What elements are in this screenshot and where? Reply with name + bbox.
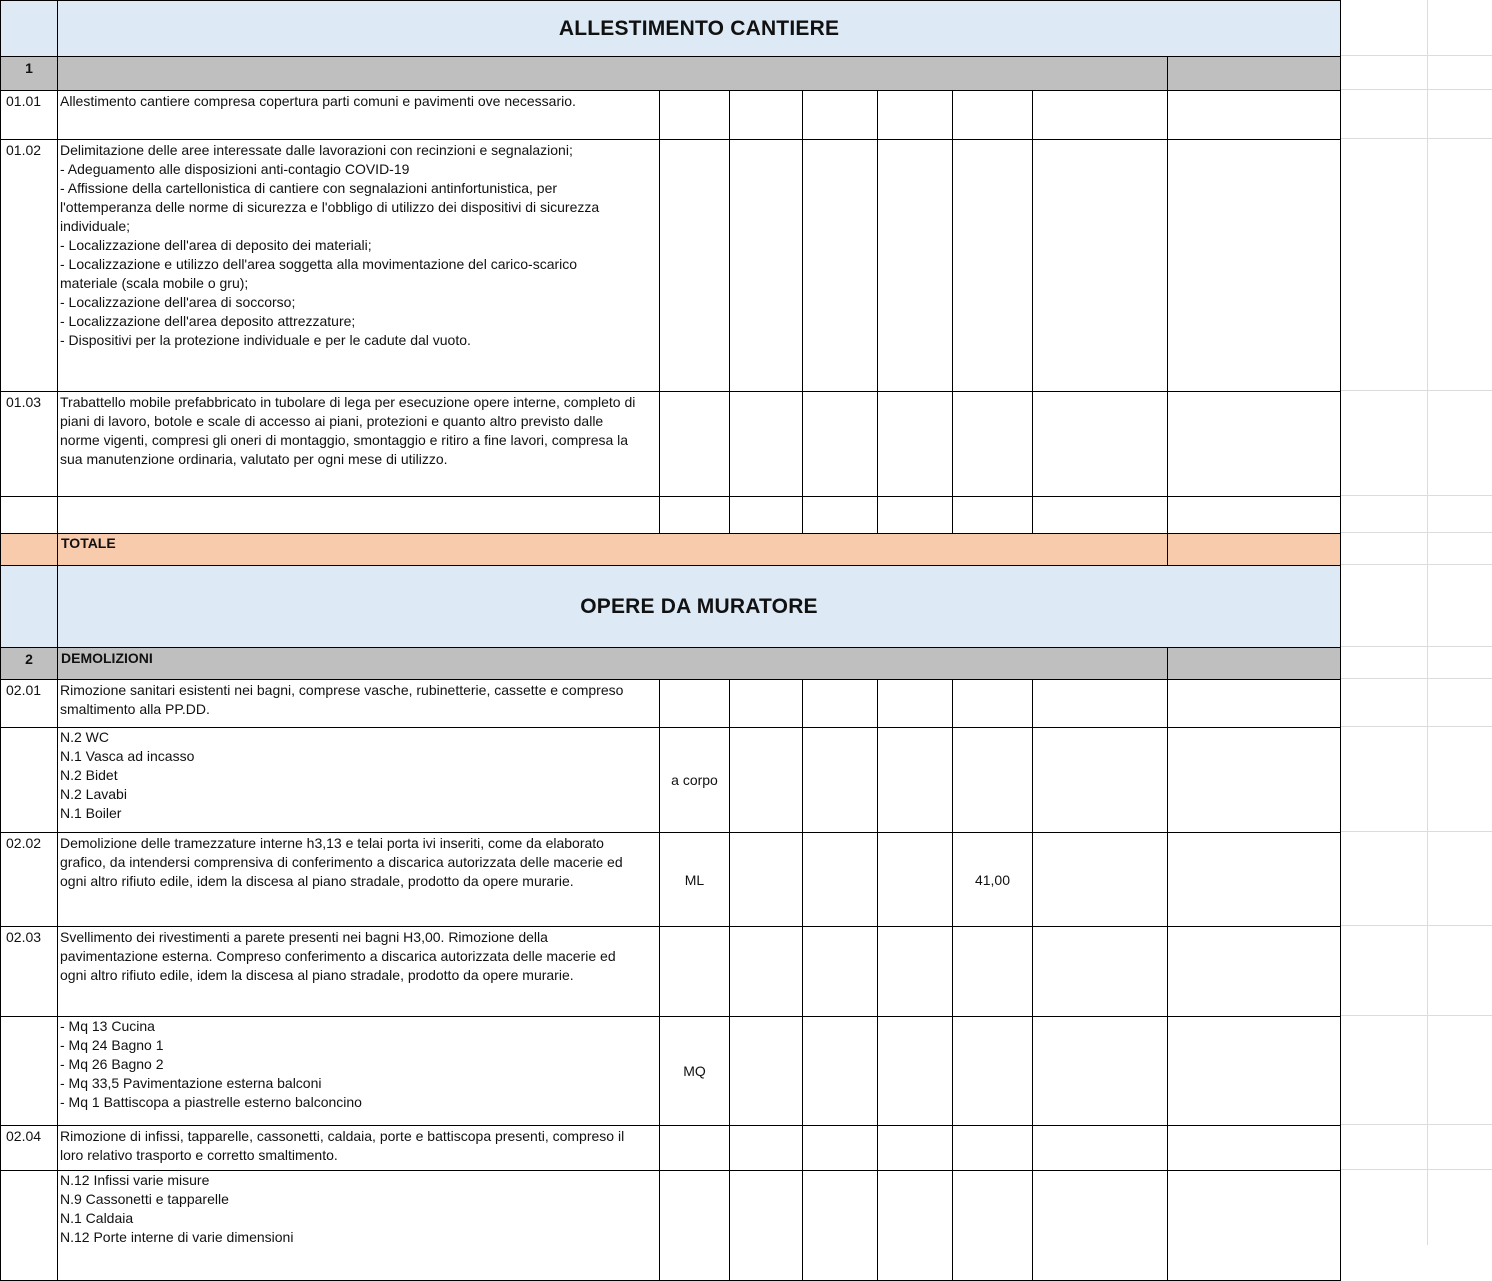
col-cell[interactable] — [803, 833, 878, 927]
item-description[interactable] — [58, 497, 660, 534]
total-amount-cell[interactable] — [1168, 534, 1341, 566]
col-cell[interactable] — [878, 1126, 953, 1171]
header-index-cell[interactable] — [0, 566, 58, 648]
col-cell[interactable] — [803, 140, 878, 392]
item-code[interactable]: 02.01 — [0, 680, 58, 728]
col-cell[interactable] — [730, 1017, 803, 1126]
table-row — [0, 1017, 1341, 1126]
amount-cell[interactable] — [1168, 680, 1341, 728]
unit-cell[interactable]: ML — [660, 833, 730, 927]
item-code[interactable]: 02.04 — [0, 1126, 58, 1171]
col-cell[interactable] — [730, 1126, 803, 1171]
col-cell[interactable] — [730, 833, 803, 927]
col-cell[interactable] — [730, 392, 803, 497]
amount-cell[interactable] — [1168, 140, 1341, 392]
unit-cell[interactable] — [660, 392, 730, 497]
item-description[interactable]: - Mq 13 Cucina - Mq 24 Bagno 1 - Mq 26 Bagno 2 - Mq 33,5 Pavimentazione esterna balconi - Mq 1 Battiscopa a piastrelle esterno balconcino — [58, 1017, 660, 1126]
col-cell[interactable] — [730, 91, 803, 140]
amount-cell[interactable] — [1168, 91, 1341, 140]
col-cell[interactable] — [878, 1017, 953, 1126]
item-description[interactable]: Rimozione sanitari esistenti nei bagni, comprese vasche, rubinetterie, cassette e compreso smaltimento alla PP.DD. — [58, 680, 660, 728]
unit-cell[interactable] — [660, 91, 730, 140]
price-cell[interactable] — [1033, 1017, 1168, 1126]
quantity-cell[interactable] — [953, 680, 1033, 728]
total-index-cell[interactable] — [0, 534, 58, 566]
col-cell[interactable] — [878, 91, 953, 140]
col-cell[interactable] — [878, 680, 953, 728]
table-row — [0, 927, 1341, 1017]
category-number[interactable]: 1 — [0, 57, 58, 91]
col-cell[interactable] — [878, 833, 953, 927]
item-description[interactable]: N.2 WC N.1 Vasca ad incasso N.2 Bidet N.2 Lavabi N.1 Boiler — [58, 728, 660, 833]
quantity-cell[interactable] — [953, 91, 1033, 140]
item-code[interactable] — [0, 1171, 58, 1281]
table-row — [0, 497, 1341, 534]
quantity-cell[interactable] — [953, 1171, 1033, 1281]
col-cell[interactable] — [803, 728, 878, 833]
price-cell[interactable] — [1033, 1171, 1168, 1281]
col-cell[interactable] — [730, 728, 803, 833]
item-code[interactable] — [0, 728, 58, 833]
table-row — [0, 833, 1341, 927]
unit-cell[interactable]: MQ — [660, 1017, 730, 1126]
empty-grid-area — [1341, 0, 1492, 1245]
quantity-cell[interactable] — [953, 927, 1033, 1017]
amount-cell[interactable] — [1168, 392, 1341, 497]
price-cell[interactable] — [1033, 140, 1168, 392]
quantity-cell[interactable] — [953, 728, 1033, 833]
quantity-cell[interactable] — [953, 140, 1033, 392]
col-cell[interactable] — [730, 140, 803, 392]
item-description[interactable]: Svellimento dei rivestimenti a parete presenti nei bagni H3,00. Rimozione della pavimentazione esterna. Compreso conferimento a discarica autorizzata delle macerie ed ogni altro rifiuto edile, idem la discesa al piano stradale, prodotto da opere murarie. — [58, 927, 660, 1017]
col-cell[interactable] — [878, 1171, 953, 1281]
amount-cell[interactable] — [1168, 1171, 1341, 1281]
price-cell[interactable] — [1033, 680, 1168, 728]
item-code[interactable]: 01.03 — [0, 392, 58, 497]
table-row — [0, 91, 1341, 140]
col-cell[interactable] — [803, 680, 878, 728]
category-label[interactable] — [58, 57, 1168, 91]
col-cell[interactable] — [878, 392, 953, 497]
quantity-cell[interactable] — [953, 1017, 1033, 1126]
col-cell[interactable] — [803, 392, 878, 497]
col-cell[interactable] — [803, 1171, 878, 1281]
price-cell[interactable] — [1033, 392, 1168, 497]
item-code[interactable] — [0, 497, 58, 534]
col-cell[interactable] — [730, 680, 803, 728]
item-code[interactable]: 01.02 — [0, 140, 58, 392]
header-index-cell[interactable] — [0, 1, 58, 57]
total-label[interactable]: TOTALE — [58, 534, 1168, 566]
table-row — [0, 1171, 1341, 1281]
col-cell[interactable] — [730, 497, 803, 534]
quantity-cell[interactable] — [953, 392, 1033, 497]
price-cell[interactable] — [1033, 728, 1168, 833]
item-description[interactable]: Demolizione delle tramezzature interne h3,13 e telai porta ivi inseriti, come da elaborato grafico, da intendersi comprensiva di conferimento a discarica autorizzata delle macerie ed ogni altro rifiuto edile, idem la discesa al piano stradale, prodotto da opere murarie. — [58, 833, 660, 927]
amount-cell[interactable] — [1168, 1126, 1341, 1171]
amount-cell[interactable] — [1168, 1017, 1341, 1126]
item-description[interactable]: Trabattello mobile prefabbricato in tubolare di lega per esecuzione opere interne, completo di piani di lavoro, botole e scale di accesso ai piani, protezioni e quanto altro previsto dalle norme vigenti, compresi gli oneri di montaggio, smontaggio e ritiro a fine lavori, compresa la sua manutenzione ordinaria, valutato per ogni mese di utilizzo. — [58, 392, 660, 497]
category-total-cell[interactable] — [1168, 57, 1341, 91]
quantity-cell[interactable] — [953, 1126, 1033, 1171]
total-row — [0, 534, 1341, 566]
table-row — [0, 728, 1341, 833]
unit-cell[interactable] — [660, 927, 730, 1017]
quantity-cell[interactable]: 41,00 — [953, 833, 1033, 927]
item-description[interactable]: Delimitazione delle aree interessate dalle lavorazioni con recinzioni e segnalazioni; - Adeguamento alle disposizioni anti-contagio COVID-19 - Affissione della cartellonistica di cantiere con segnalazioni antinfortunistica, per l'ottemperanza delle norme di sicurezza e l'obbligo di utilizzo dei dispositivi di sicurezza individuale; - Localizzazione dell'area di deposito dei materiali; - Localizzazione e utilizzo dell'area soggetta alla movimentazione del carico-scarico materiale (scala mobile o gru); - Localizzazione dell'area di soccorso; - Localizzazione dell'area deposito attrezzature; - Dispositivi per la protezione individuale e per le cadute dal vuoto. — [58, 140, 660, 392]
category-row — [0, 648, 1341, 680]
price-cell[interactable] — [1033, 497, 1168, 534]
category-row — [0, 57, 1341, 91]
section-title[interactable]: OPERE DA MURATORE — [58, 566, 1341, 648]
col-cell[interactable] — [803, 927, 878, 1017]
col-cell[interactable] — [878, 728, 953, 833]
amount-cell[interactable] — [1168, 833, 1341, 927]
item-code[interactable]: 01.01 — [0, 91, 58, 140]
section-header-row — [0, 1, 1341, 57]
col-cell[interactable] — [730, 1171, 803, 1281]
col-cell[interactable] — [878, 927, 953, 1017]
price-cell[interactable] — [1033, 833, 1168, 927]
item-description[interactable]: Rimozione di infissi, tapparelle, cassonetti, caldaia, porte e battiscopa presenti, compreso il loro relativo trasporto e corretto smaltimento. — [58, 1126, 660, 1171]
quantity-cell[interactable] — [953, 497, 1033, 534]
price-cell[interactable] — [1033, 91, 1168, 140]
amount-cell[interactable] — [1168, 497, 1341, 534]
table-row — [0, 1126, 1341, 1171]
table-row — [0, 680, 1341, 728]
item-code[interactable] — [0, 1017, 58, 1126]
unit-cell[interactable]: a corpo — [660, 728, 730, 833]
amount-cell[interactable] — [1168, 927, 1341, 1017]
price-cell[interactable] — [1033, 1126, 1168, 1171]
price-cell[interactable] — [1033, 927, 1168, 1017]
unit-cell[interactable] — [660, 140, 730, 392]
item-description[interactable]: N.12 Infissi varie misure N.9 Cassonetti e tapparelle N.1 Caldaia N.12 Porte interne di varie dimensioni — [58, 1171, 660, 1281]
col-cell[interactable] — [803, 91, 878, 140]
section-title[interactable]: ALLESTIMENTO CANTIERE — [58, 1, 1341, 57]
category-label[interactable]: DEMOLIZIONI — [58, 648, 1168, 680]
section-header-row — [0, 566, 1341, 648]
amount-cell[interactable] — [1168, 728, 1341, 833]
table-row — [0, 140, 1341, 392]
col-cell[interactable] — [803, 1017, 878, 1126]
unit-cell[interactable] — [660, 680, 730, 728]
unit-cell[interactable] — [660, 1126, 730, 1171]
col-cell[interactable] — [730, 927, 803, 1017]
col-cell[interactable] — [803, 497, 878, 534]
col-cell[interactable] — [878, 140, 953, 392]
category-number[interactable]: 2 — [0, 648, 58, 680]
item-code[interactable]: 02.03 — [0, 927, 58, 1017]
unit-cell[interactable] — [660, 1171, 730, 1281]
table-row — [0, 392, 1341, 497]
item-code[interactable]: 02.02 — [0, 833, 58, 927]
unit-cell[interactable] — [660, 497, 730, 534]
category-total-cell[interactable] — [1168, 648, 1341, 680]
col-cell[interactable] — [878, 497, 953, 534]
col-cell[interactable] — [803, 1126, 878, 1171]
item-description[interactable]: Allestimento cantiere compresa copertura parti comuni e pavimenti ove necessario. — [58, 91, 660, 140]
